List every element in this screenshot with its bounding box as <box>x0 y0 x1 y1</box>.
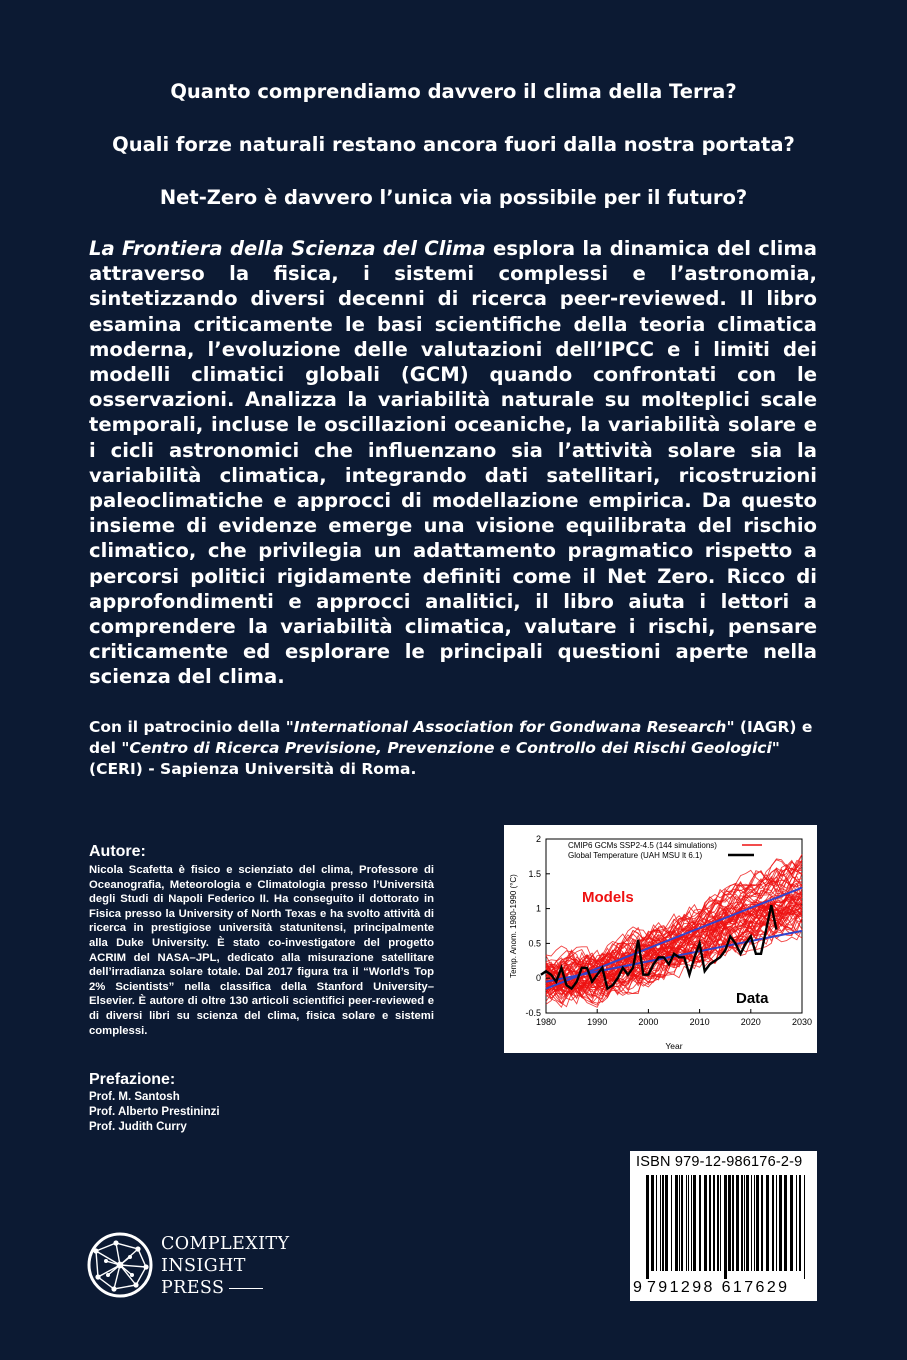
question-3: Net-Zero è davvero l’unica via possibile per il futuro? <box>159 186 748 209</box>
publisher-name <box>161 1233 289 1299</box>
barcode-bar <box>675 1175 678 1271</box>
book-title: La Frontiera della Scienza del Clima <box>89 237 486 260</box>
barcode-bar <box>651 1175 654 1271</box>
barcode-bar <box>744 1175 745 1271</box>
barcode-bar <box>779 1175 782 1271</box>
annotation-data: Data <box>736 990 769 1007</box>
book-description <box>89 236 817 690</box>
barcode-bar <box>681 1175 683 1271</box>
barcode-bar <box>736 1175 739 1271</box>
publisher-logo <box>86 1231 301 1301</box>
preface-author: Prof. M. Santosh <box>89 1091 180 1103</box>
annotation-models: Models <box>582 889 634 906</box>
legend-entry-data: Global Temperature (UAH MSU lt 6.1) <box>568 851 703 860</box>
author-bio: Nicola Scafetta è fisico e scienziato del clima, Professore di Oceanografia, Meteorologia e Climatologia presso l’Università degli Studi di Napoli Federico II. Ha conseguito il dottorato in Fisica presso la University of North Texas e ha svolto attività di ricerca in prestigiose università statunitensi, principalmente alla Duke University. È stato co-investigatore del progetto ACRIM del NASA–JPL, dedicato alla misurazione satellitare dell’irradianza solare totale. Dal 2017 figura tra il “World’s Top 2% Scientists” nella classifica della Stanford University–Elsevier. È autore di oltre 130 articoli scientifici peer-reviewed e di diversi libri su scienza del clima, fisica solare e sistemi complessi. <box>89 864 434 1037</box>
barcode-bar <box>784 1175 787 1271</box>
climate-chart <box>504 825 817 1053</box>
preface-heading: Prefazione: <box>89 1071 176 1088</box>
y-axis-label: Temp. Anom. 1980-1990 (°C) <box>509 874 518 978</box>
publisher-line-2: INSIGHT <box>161 1256 246 1276</box>
book-description-text: esplora la dinamica del clima attraverso la fisica, i sistemi complessi e l’astronomia, sintetizzando diversi decenni di ricerca peer-reviewed. Il libro esamina criticamente le basi scientifiche della teoria climatica moderna, l’evoluzione delle valutazioni dell’IPCC e i limiti dei modelli climatici globali (GCM) quando confrontati con le osservazioni. Analizza la variabilità naturale su molteplici scale temporali, incluse le oscillazioni oceaniche, la variabilità solare e i cicli astronomici che influenzano sia l’attività solare sia la variabilità climatica, integrando dati satellitari, ricostruzioni paleoclimatiche e approcci di modellazione empirica. Da questo insieme di evidenze emerge una visione equilibrata del rischio climatico, che privilegia un adattamento pragmatico rispetto a percorsi politici rigidamente definiti come il Net Zero. Ricco di approfondimenti e approcci analitici, il libro aiuta i lettori a comprendere la variabilità climatica, valutare i rischi, pensare criticamente ed esplorare le principali questioni aperte nella scienza del clima. <box>89 237 817 689</box>
barcode-bar <box>754 1175 755 1271</box>
author-heading: Autore: <box>89 843 146 860</box>
isbn-label: ISBN 979-12-986176-2-9 <box>636 1154 803 1170</box>
y-tick-label: 2 <box>535 834 541 844</box>
x-tick-label: 2030 <box>791 1017 813 1027</box>
patronage-org-iagr: International Association for Gondwana Research <box>293 718 727 736</box>
barcode-bar <box>756 1175 759 1271</box>
barcode-bar <box>796 1175 797 1271</box>
barcode-bar <box>691 1175 692 1271</box>
barcode-bar <box>804 1175 805 1279</box>
barcode-bar <box>693 1175 696 1271</box>
x-axis-label: Year <box>665 1041 683 1051</box>
barcode-bar <box>688 1175 689 1271</box>
legend-entry-models: CMIP6 GCMs SSP2-4.5 (144 simulations) <box>568 841 717 850</box>
y-tick-label: 1 <box>535 903 541 914</box>
x-tick-label: 2010 <box>689 1017 710 1027</box>
barcode-bar <box>772 1175 774 1271</box>
barcode-bar <box>790 1175 793 1271</box>
barcode-bar <box>665 1175 668 1271</box>
patronage-text-3: " (CERI) - Sapienza Università di Roma. <box>89 739 780 778</box>
barcode-bar <box>686 1175 687 1271</box>
barcode-bar <box>728 1175 731 1271</box>
barcode-bar <box>671 1175 672 1271</box>
x-tick-label: 1980 <box>535 1017 557 1027</box>
barcode-bar <box>660 1175 661 1271</box>
x-tick-label: 1990 <box>587 1017 608 1027</box>
barcode-bar <box>761 1175 763 1271</box>
preface-authors <box>89 1090 220 1135</box>
climate-chart-svg <box>504 825 817 1053</box>
isbn-barcode-block <box>630 1151 817 1301</box>
barcode-bar <box>746 1175 749 1271</box>
patronage-text-2: " (IAGR) e del " <box>89 718 813 757</box>
barcode-bar <box>679 1175 680 1271</box>
barcode-bar <box>751 1175 752 1271</box>
barcode-bar <box>724 1175 727 1279</box>
question-2: Quali forze naturali restano ancora fuori dalla nostra portata? <box>112 133 795 156</box>
barcode-bar <box>699 1175 701 1271</box>
y-tick-label: 0.5 <box>528 938 541 949</box>
patronage-note <box>89 717 829 780</box>
barcode-bar <box>776 1175 777 1271</box>
barcode-bar <box>720 1175 721 1271</box>
barcode-bar <box>646 1175 649 1279</box>
barcode-bar <box>656 1175 657 1271</box>
globe-network-icon <box>86 1231 154 1299</box>
barcode-bar <box>741 1175 743 1271</box>
x-tick-label: 2000 <box>638 1017 659 1027</box>
barcode-bar <box>732 1175 734 1271</box>
y-tick-label: 1.5 <box>528 868 541 879</box>
x-tick-label: 2020 <box>740 1017 761 1027</box>
publisher-line-3-text: PRESS <box>161 1278 225 1298</box>
publisher-line-3 <box>161 1277 289 1299</box>
press-rule <box>229 1288 263 1289</box>
barcode-first-digit: 9 <box>633 1279 645 1296</box>
preface-author: Prof. Alberto Prestininzi <box>89 1106 220 1118</box>
patronage-text-1: Con il patrocinio della " <box>89 718 294 736</box>
question-block <box>0 78 907 237</box>
barcode-icon <box>646 1175 806 1279</box>
barcode-bar <box>662 1175 664 1271</box>
publisher-line-1: COMPLEXITY <box>161 1234 290 1254</box>
barcode-number: 791298 617629 <box>647 1279 790 1296</box>
patronage-org-ceri: Centro di Ricerca Previsione, Prevenzione e Controllo dei Rischi Geologici <box>129 739 772 757</box>
question-1: Quanto comprendiamo davvero il clima della Terra? <box>170 80 737 103</box>
barcode-bar <box>717 1175 719 1271</box>
barcode-bar <box>709 1175 711 1271</box>
y-tick-label: 0 <box>535 973 541 984</box>
barcode-bar <box>766 1175 769 1271</box>
preface-author: Prof. Judith Curry <box>89 1121 187 1133</box>
barcode-bar <box>799 1175 801 1271</box>
barcode-bar <box>704 1175 707 1271</box>
y-tick-label: -0.5 <box>525 1008 541 1018</box>
barcode-bar <box>713 1175 715 1271</box>
